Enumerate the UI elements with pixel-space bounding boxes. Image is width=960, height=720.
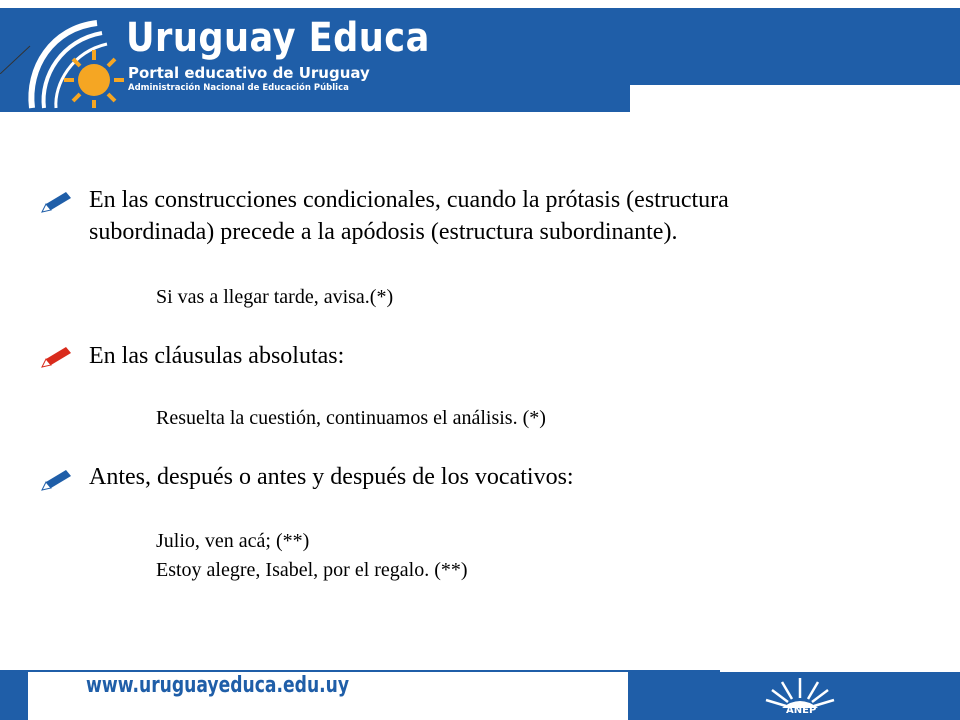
item-2-line-1: En las cláusulas absolutas: xyxy=(89,343,345,369)
brand-subtitle: Portal educativo de Uruguay xyxy=(128,64,370,82)
pencil-bullet-icon xyxy=(40,345,74,369)
item-1-example-1: Si vas a llegar tarde, avisa.(*) xyxy=(156,286,394,308)
item-3-example-1: Julio, ven acá; (**) xyxy=(156,530,310,552)
item-1-line-1: En las construcciones condicionales, cuando la prótasis (estructura xyxy=(89,187,729,213)
item-2-example-1: Resuelta la cuestión, continuamos el análisis. (*) xyxy=(156,407,546,429)
header-top-margin xyxy=(0,0,960,8)
header-band-notch xyxy=(630,85,960,112)
uruguay-educa-logo-icon xyxy=(22,18,132,110)
anep-label: ANEP xyxy=(786,705,817,716)
brand-tagline: Administración Nacional de Educación Pública xyxy=(128,83,349,93)
pencil-bullet-icon xyxy=(40,468,74,492)
item-3-line-1: Antes, después o antes y después de los vocativos: xyxy=(89,464,574,490)
footer-url-link[interactable]: www.uruguayeduca.edu.uy xyxy=(86,673,350,698)
header-banner xyxy=(0,0,960,112)
item-1-line-2: subordinada) precede a la apódosis (estructura subordinante). xyxy=(89,219,678,245)
pencil-bullet-icon xyxy=(40,190,74,214)
brand-title: Uruguay Educa xyxy=(126,15,430,61)
item-3-example-2: Estoy alegre, Isabel, por el regalo. (**) xyxy=(156,559,468,581)
